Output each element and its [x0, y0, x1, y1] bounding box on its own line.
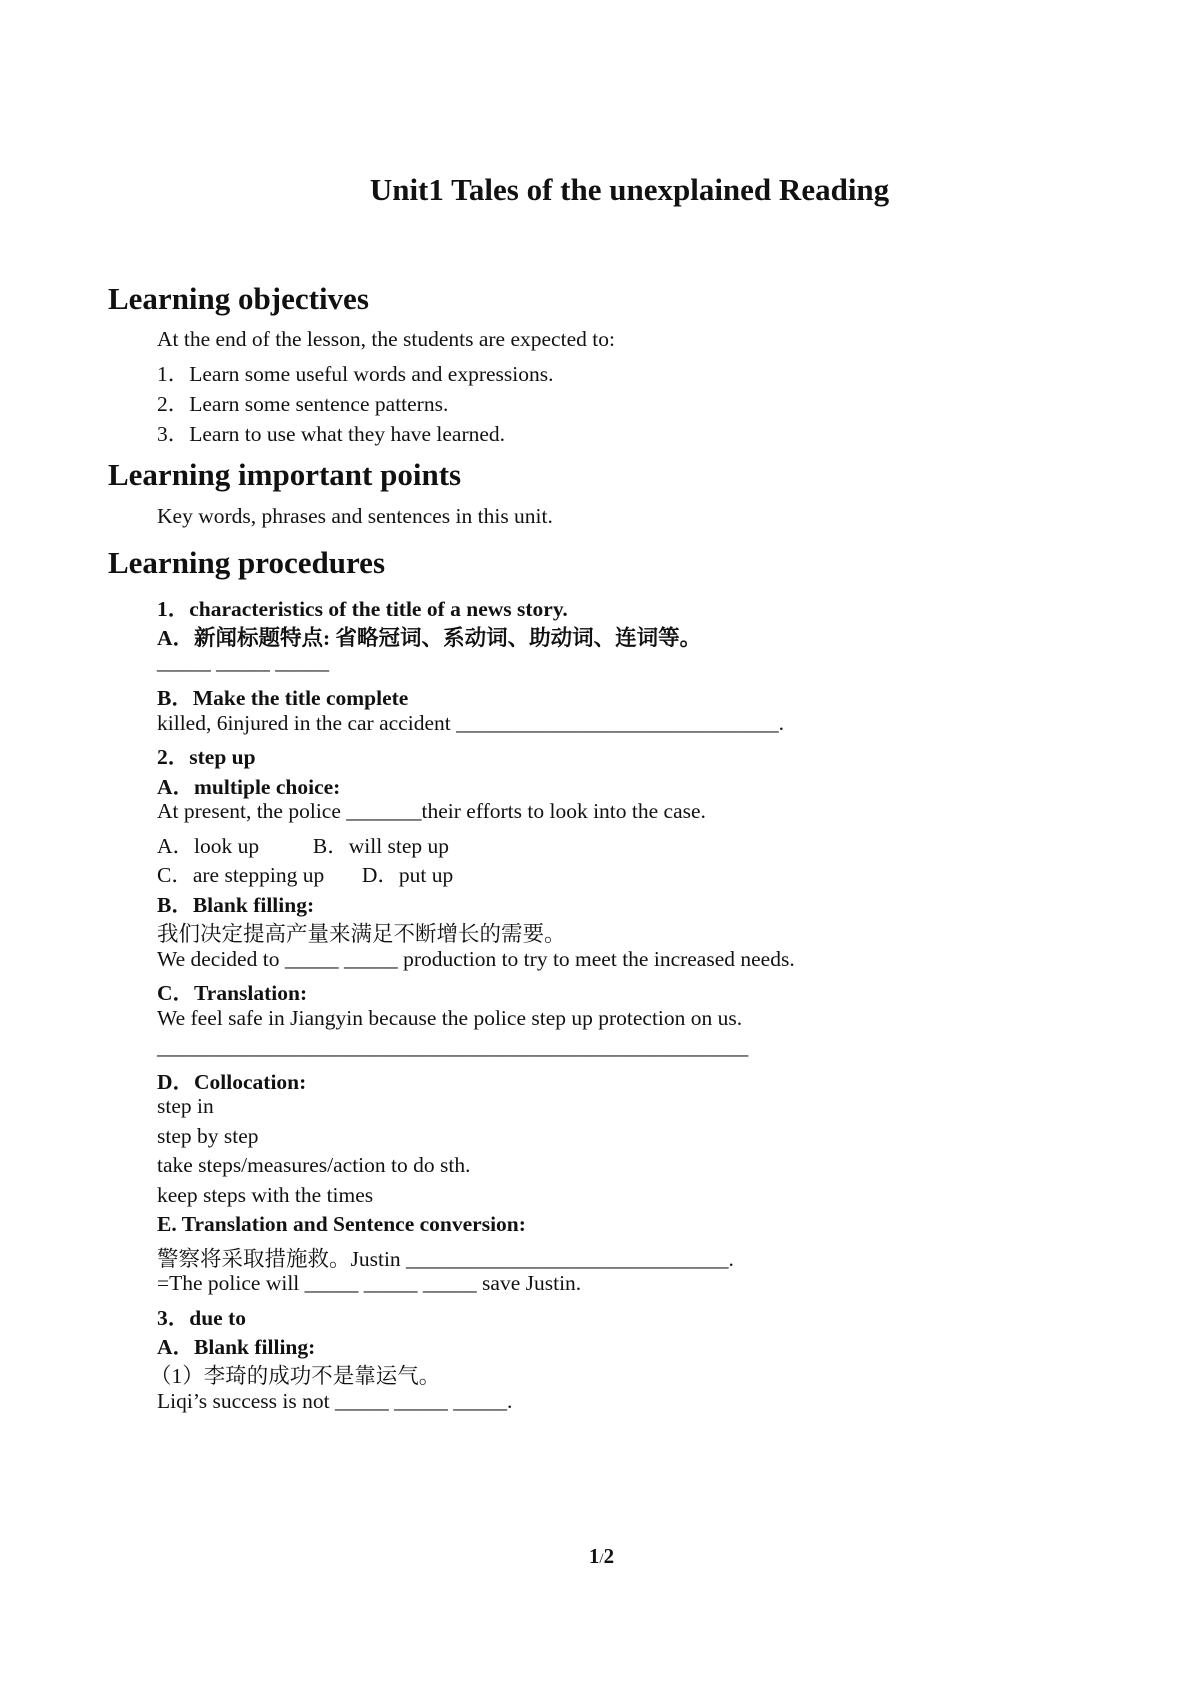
collocation-item: step in — [157, 1094, 214, 1118]
collocation-item: keep steps with the times — [157, 1183, 374, 1207]
answer-line: _______________________________________________________ — [157, 1035, 749, 1059]
exercise-line: Liqi’s success is not _____ _____ _____. — [157, 1389, 513, 1413]
procedure-subheading: B．Make the title complete — [157, 686, 409, 710]
procedure-subheading: A．multiple choice: — [157, 775, 341, 799]
procedure-subheading: A．Blank filling: — [157, 1335, 316, 1359]
chinese-sentence: （1）李琦的成功不是靠运气。 — [150, 1364, 441, 1388]
heading-learning-procedures: Learning procedures — [108, 545, 386, 580]
chinese-sentence: 我们决定提高产量来满足不断增长的需要。 — [157, 922, 566, 946]
procedure-subheading: B．Blank filling: — [157, 893, 315, 917]
important-points-text: Key words, phrases and sentences in this unit. — [157, 504, 553, 528]
choice-line: C．are stepping up D．put up — [157, 863, 454, 887]
procedure-subheading: E. Translation and Sentence conversion: — [157, 1212, 526, 1236]
answer-blanks: _____ _____ _____ — [157, 650, 329, 674]
procedure-subheading: C．Translation: — [157, 981, 308, 1005]
objective-item: 1．Learn some useful words and expressions. — [157, 362, 554, 386]
exercise-line: killed, 6injured in the car accident ______________________________. — [157, 711, 784, 735]
procedure-item-3-heading: 3．due to — [157, 1306, 246, 1330]
heading-learning-objectives: Learning objectives — [108, 281, 369, 316]
procedure-subheading: A．新闻标题特点: 省略冠词、系动词、助动词、连词等。 — [157, 626, 702, 650]
document-title: Unit1 Tales of the unexplained Reading — [369, 172, 890, 207]
exercise-line: We decided to _____ _____ production to try to meet the increased needs. — [157, 947, 795, 971]
objectives-intro: At the end of the lesson, the students are expected to: — [157, 327, 615, 351]
exercise-line: 警察将采取措施救。Justin ______________________________. — [157, 1247, 734, 1271]
exercise-line: We feel safe in Jiangyin because the police step up protection on us. — [157, 1006, 743, 1030]
procedure-item-1-heading: 1．characteristics of the title of a news story. — [157, 597, 568, 621]
choice-line: A．look up B．will step up — [157, 834, 450, 858]
page-number — [0, 1544, 1191, 1569]
heading-learning-important-points: Learning important points — [108, 457, 462, 492]
procedure-item-2-heading: 2．step up — [157, 745, 256, 769]
objective-item: 2．Learn some sentence patterns. — [157, 392, 449, 416]
current-page: 1 — [588, 1544, 600, 1568]
objective-item: 3．Learn to use what they have learned. — [157, 422, 506, 446]
total-pages: 2 — [603, 1544, 615, 1568]
exercise-line: =The police will _____ _____ _____ save Justin. — [157, 1271, 582, 1295]
collocation-item: take steps/measures/action to do sth. — [157, 1153, 471, 1177]
collocation-item: step by step — [157, 1124, 259, 1148]
procedure-subheading: D．Collocation: — [157, 1070, 307, 1094]
page-separator: / — [599, 1551, 604, 1567]
exercise-line: At present, the police _______their efforts to look into the case. — [157, 799, 706, 823]
